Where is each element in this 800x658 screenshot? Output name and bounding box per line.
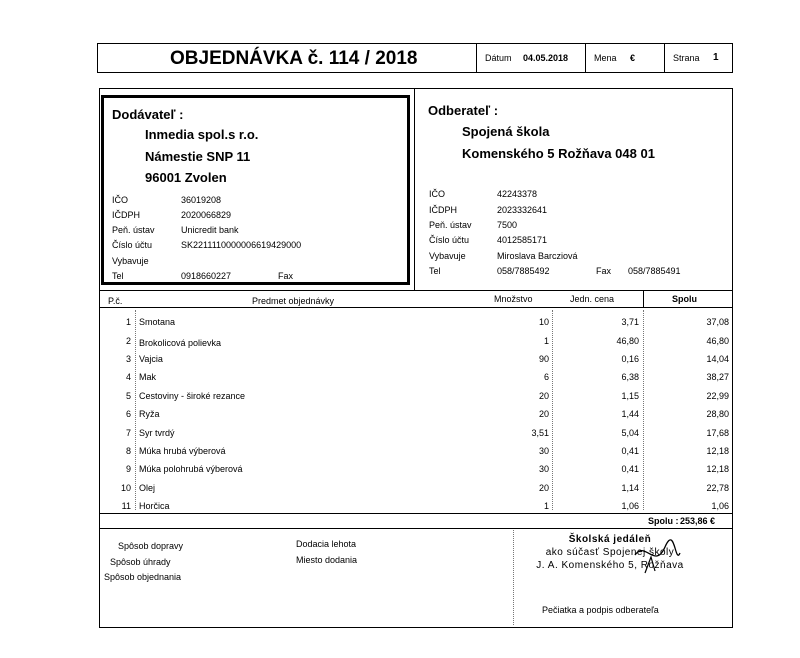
row-total: 14,04 (706, 354, 729, 364)
row-item: Olej (139, 483, 156, 493)
row-item: Brokolicová polievka (139, 338, 222, 348)
row-total: 46,80 (706, 336, 729, 346)
row-price: 1,06 (621, 501, 639, 511)
supplier-tel-value: 0918660227 (181, 271, 232, 281)
signature-area-separator (513, 530, 514, 625)
customer-account-label: Číslo účtu (429, 235, 470, 245)
supplier-fax-label: Fax (278, 271, 294, 281)
stamp-line-2: ako súčasť Spojenej školy (545, 547, 675, 558)
stamp-line-3: J. A. Komenského 5, Rožňava (536, 560, 684, 571)
transport-method-label: Spôsob dopravy (118, 541, 184, 551)
row-item: Smotana (139, 317, 176, 327)
row-item: Mak (139, 372, 157, 382)
row-item: Syr tvrdý (139, 428, 175, 438)
row-price: 1,15 (621, 391, 639, 401)
supplier-ico-value: 36019208 (181, 195, 222, 205)
row-item: Múka hrubá výberová (139, 446, 226, 456)
row-item: Múka polohrubá výberová (139, 464, 243, 474)
row-total: 22,99 (706, 391, 729, 401)
customer-fax-value: 058/7885491 (628, 266, 681, 276)
supplier-ico-label: IČO (112, 195, 129, 205)
table-header-line (100, 307, 732, 308)
row-qty: 1 (543, 501, 549, 511)
signature-label: Pečiatka a podpis odberateľa (542, 605, 659, 615)
date-box (476, 43, 586, 73)
supplier-contact-label: Vybavuje (112, 256, 149, 266)
customer-account-value: 4012585171 (497, 235, 548, 245)
row-item: Horčica (139, 501, 170, 511)
page-label: Strana (673, 53, 700, 63)
supplier-box (101, 95, 410, 285)
table-row (101, 368, 732, 387)
sum-value: 253,86 € (680, 516, 716, 526)
row-number: 8 (125, 446, 131, 456)
row-number: 4 (125, 372, 131, 382)
currency-value: € (630, 53, 636, 63)
row-number: 2 (125, 336, 131, 346)
row-qty: 90 (538, 354, 549, 364)
row-qty: 20 (538, 409, 549, 419)
date-value: 04.05.2018 (523, 53, 569, 63)
row-price: 3,71 (621, 317, 639, 327)
stamp-line-1: Školská jedáleň (568, 534, 652, 545)
table-row (101, 442, 732, 461)
supplier-account-value: SK2211110000006619429000 (181, 240, 302, 250)
row-price: 46,80 (616, 336, 639, 346)
row-price: 6,38 (621, 372, 639, 382)
table-row (101, 332, 732, 351)
sum-bottom-line (100, 528, 732, 529)
row-qty: 1 (543, 336, 549, 346)
customer-icdph-label: IČDPH (429, 205, 458, 215)
row-total: 1,06 (711, 501, 729, 511)
order-method-label: Spôsob objednania (104, 572, 182, 582)
table-row (101, 350, 732, 369)
row-item: Cestoviny - široké rezance (139, 391, 246, 401)
row-qty: 30 (538, 446, 549, 456)
row-qty: 20 (538, 483, 549, 493)
col-total-divider (643, 290, 644, 307)
customer-contact-label: Vybavuje (429, 251, 466, 261)
row-number: 1 (125, 317, 131, 327)
row-total: 12,18 (706, 446, 729, 456)
row-price: 0,16 (621, 354, 639, 364)
date-label: Dátum (485, 53, 512, 63)
customer-fax-label: Fax (596, 266, 612, 276)
table-row (101, 479, 732, 498)
row-total: 17,68 (706, 428, 729, 438)
customer-tel-value: 058/7885492 (497, 266, 550, 276)
currency-box (585, 43, 665, 73)
supplier-heading: Dodávateľ : (112, 107, 184, 122)
customer-icdph-value: 2023332641 (497, 205, 548, 215)
sum-label: Spolu : (648, 516, 679, 526)
row-number: 7 (125, 428, 131, 438)
row-price: 5,04 (621, 428, 639, 438)
supplier-tel-label: Tel (112, 271, 124, 281)
supplier-icdph-label: IČDPH (112, 210, 141, 220)
row-qty: 20 (538, 391, 549, 401)
row-item: Ryža (139, 409, 160, 419)
currency-label: Mena (594, 53, 617, 63)
supplier-city: 96001 Zvolen (145, 170, 227, 185)
supplier-name: Inmedia spol.s r.o. (145, 127, 259, 142)
signature-mark (625, 535, 685, 575)
row-price: 1,14 (621, 483, 639, 493)
payment-method-label: Spôsob úhrady (110, 557, 171, 567)
col-total-header: Spolu (672, 294, 697, 304)
table-top-line (100, 290, 732, 291)
page-box (664, 43, 733, 73)
row-number: 10 (120, 483, 131, 493)
col-no-header: P.č. (108, 296, 123, 306)
table-row (101, 387, 732, 406)
customer-contact-value: Miroslava Barcziová (497, 251, 578, 261)
customer-ico-value: 42243378 (497, 189, 538, 199)
customer-tel-label: Tel (429, 266, 441, 276)
title-box (97, 43, 477, 73)
supplier-account-label: Číslo účtu (112, 240, 153, 250)
row-number: 6 (125, 409, 131, 419)
row-price: 0,41 (621, 446, 639, 456)
row-number: 11 (121, 501, 131, 511)
col-price-header: Jedn. cena (570, 294, 615, 304)
row-total: 12,18 (706, 464, 729, 474)
page-value: 1 (713, 52, 719, 63)
row-total: 38,27 (706, 372, 729, 382)
row-qty: 3,51 (531, 428, 549, 438)
sum-top-line (100, 513, 732, 514)
row-price: 0,41 (621, 464, 639, 474)
customer-bank-label: Peň. ústav (429, 220, 472, 230)
delivery-place-label: Miesto dodania (296, 555, 358, 565)
customer-heading: Odberateľ : (428, 103, 499, 118)
delivery-term-label: Dodacia lehota (296, 539, 357, 549)
table-row (101, 424, 732, 443)
row-qty: 10 (538, 317, 549, 327)
col-qty-header: Množstvo (494, 294, 533, 304)
row-qty: 30 (538, 464, 549, 474)
row-price: 1,44 (621, 409, 639, 419)
row-number: 5 (125, 391, 131, 401)
row-number: 3 (125, 354, 131, 364)
row-qty: 6 (543, 372, 549, 382)
customer-bank-value: 7500 (497, 220, 518, 230)
table-row (101, 460, 732, 479)
customer-street: Komenského 5 Rožňava 048 01 (462, 146, 655, 161)
row-item: Vajcia (139, 354, 163, 364)
col-item-header: Predmet objednávky (252, 296, 335, 306)
supplier-street: Námestie SNP 11 (145, 149, 251, 164)
row-total: 28,80 (706, 409, 729, 419)
customer-block (415, 89, 731, 289)
customer-ico-label: IČO (429, 189, 446, 199)
supplier-bank-value: Unicredit bank (181, 225, 239, 235)
customer-name: Spojená škola (462, 124, 550, 139)
supplier-bank-label: Peň. ústav (112, 225, 155, 235)
table-row (101, 313, 732, 332)
supplier-icdph-value: 2020066829 (181, 210, 232, 220)
order-title: OBJEDNÁVKA č. 114 / 2018 (170, 48, 418, 69)
row-number: 9 (125, 464, 131, 474)
row-total: 37,08 (706, 317, 729, 327)
row-total: 22,78 (706, 483, 729, 493)
table-row (101, 405, 732, 424)
